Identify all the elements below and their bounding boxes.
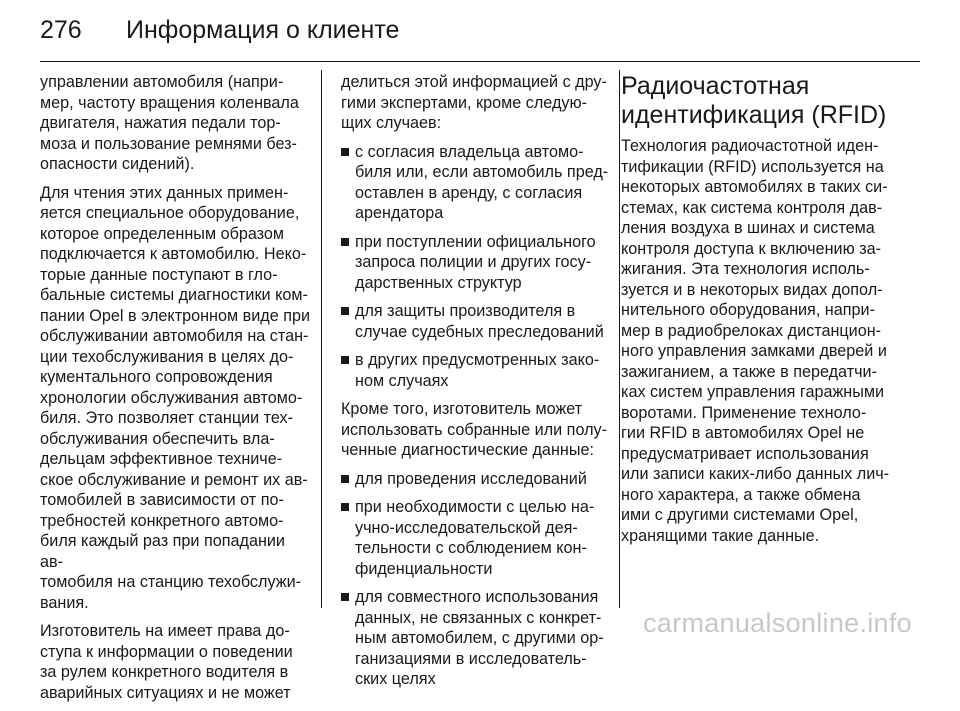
paragraph-diagnostics: Кроме того, изготовитель может использовать собранные или полу- ченные диагностические данные: <box>341 400 608 459</box>
list-item: в других предусмотренных зако- ном случаях <box>341 350 613 391</box>
bullet-square-icon <box>341 475 349 483</box>
list-item: для проведения исследований <box>341 469 613 490</box>
paragraph-rfid: Технология радиочастотной иден- тификации (RFID) используется на некоторых автомобилях в таких си- стемах, как система контроля дав- ления воздуха в шинах и система контроля доступа к включению за- жигания. Эта технология исполь- зуется и в некоторых видах допол- нительного оборудования, напри- мер в радиобрелоках дистанцион- ного управления замками дверей и зажиганием, а также в передатчи- ках систем управления гаражными воротами. Применение техноло- гии RFID в автомобилях Opel не предусматривает использования или записи каких-либо данных лич- ного характера, а также обмена ими с другими системами Opel, хранящими такие данные. <box>621 137 890 545</box>
bullet-square-icon <box>341 148 349 156</box>
bullet-square-icon <box>341 356 349 364</box>
column-divider <box>321 70 322 608</box>
paragraph-1: управлении автомобиля (напри- мер, частоту вращения коленвала двигателя, нажатия педали тор- моза и пользование ремнями без- опасности сидений). <box>40 73 299 173</box>
list-item: с согласия владельца автомо- биля или, если автомобиль пред- оставлен в аренду, с согласия арендатора <box>341 142 613 224</box>
bullet-square-icon <box>341 503 349 511</box>
list-item: для защиты производителя в случае судебных преследований <box>341 301 613 342</box>
list-item: при поступлении официального запроса полиции и других госу- дарственных структур <box>341 232 613 294</box>
watermark-text: carmanualsonline.info <box>643 608 912 638</box>
column-right <box>621 72 893 554</box>
paragraph-2: Для чтения этих данных примен- яется специальное оборудование, которое определенным образом подключается к автомобилю. Неко- торые данные поступают в гло- бальные системы диагностики ком- пании Opel в электронном виде при обслуживании автомобиля на стан- ции техобслуживания в целях до- кументального сопровождения хронологии обслуживания автомо- биля. Это позволяет станции тех- обслуживания обеспечить вла- дельцам эффективное техниче- ское обслуживание и ремонт их ав- томобилей в зависимости от по- требностей конкретного автомо- биля каждый раз при попадании ав- томобиля на станцию техобслужи- вания. <box>40 183 311 612</box>
paragraph-intro: делиться этой информацией с дру- гими экспертами, кроме следую- щих случаев: <box>341 73 607 132</box>
bullet-square-icon <box>341 307 349 315</box>
list-item: при необходимости с целью на- учно-исследовательской дея- тельности с соблюдением кон- фиденциальности <box>341 497 613 579</box>
list-item: для совместного использования данных, не связанных с конкрет- ным автомобилем, с другими ор- ганизациями в исследователь- ских целях <box>341 587 613 690</box>
page-header <box>40 12 399 48</box>
header-rule <box>40 61 920 62</box>
column-middle <box>341 72 613 698</box>
bullet-square-icon <box>341 593 349 601</box>
page-number: 276 <box>40 16 82 44</box>
paragraph-3: Изготовитель на имеет права до- ступа к информации о поведении за рулем конкретного водителя в аварийных ситуациях и не может <box>40 622 293 702</box>
column-divider <box>619 70 620 608</box>
bullet-square-icon <box>341 238 349 246</box>
column-left <box>40 72 312 711</box>
section-heading-rfid: Радиочастотная идентификация (RFID) <box>621 72 887 129</box>
page-title: Информация о клиенте <box>126 16 400 44</box>
